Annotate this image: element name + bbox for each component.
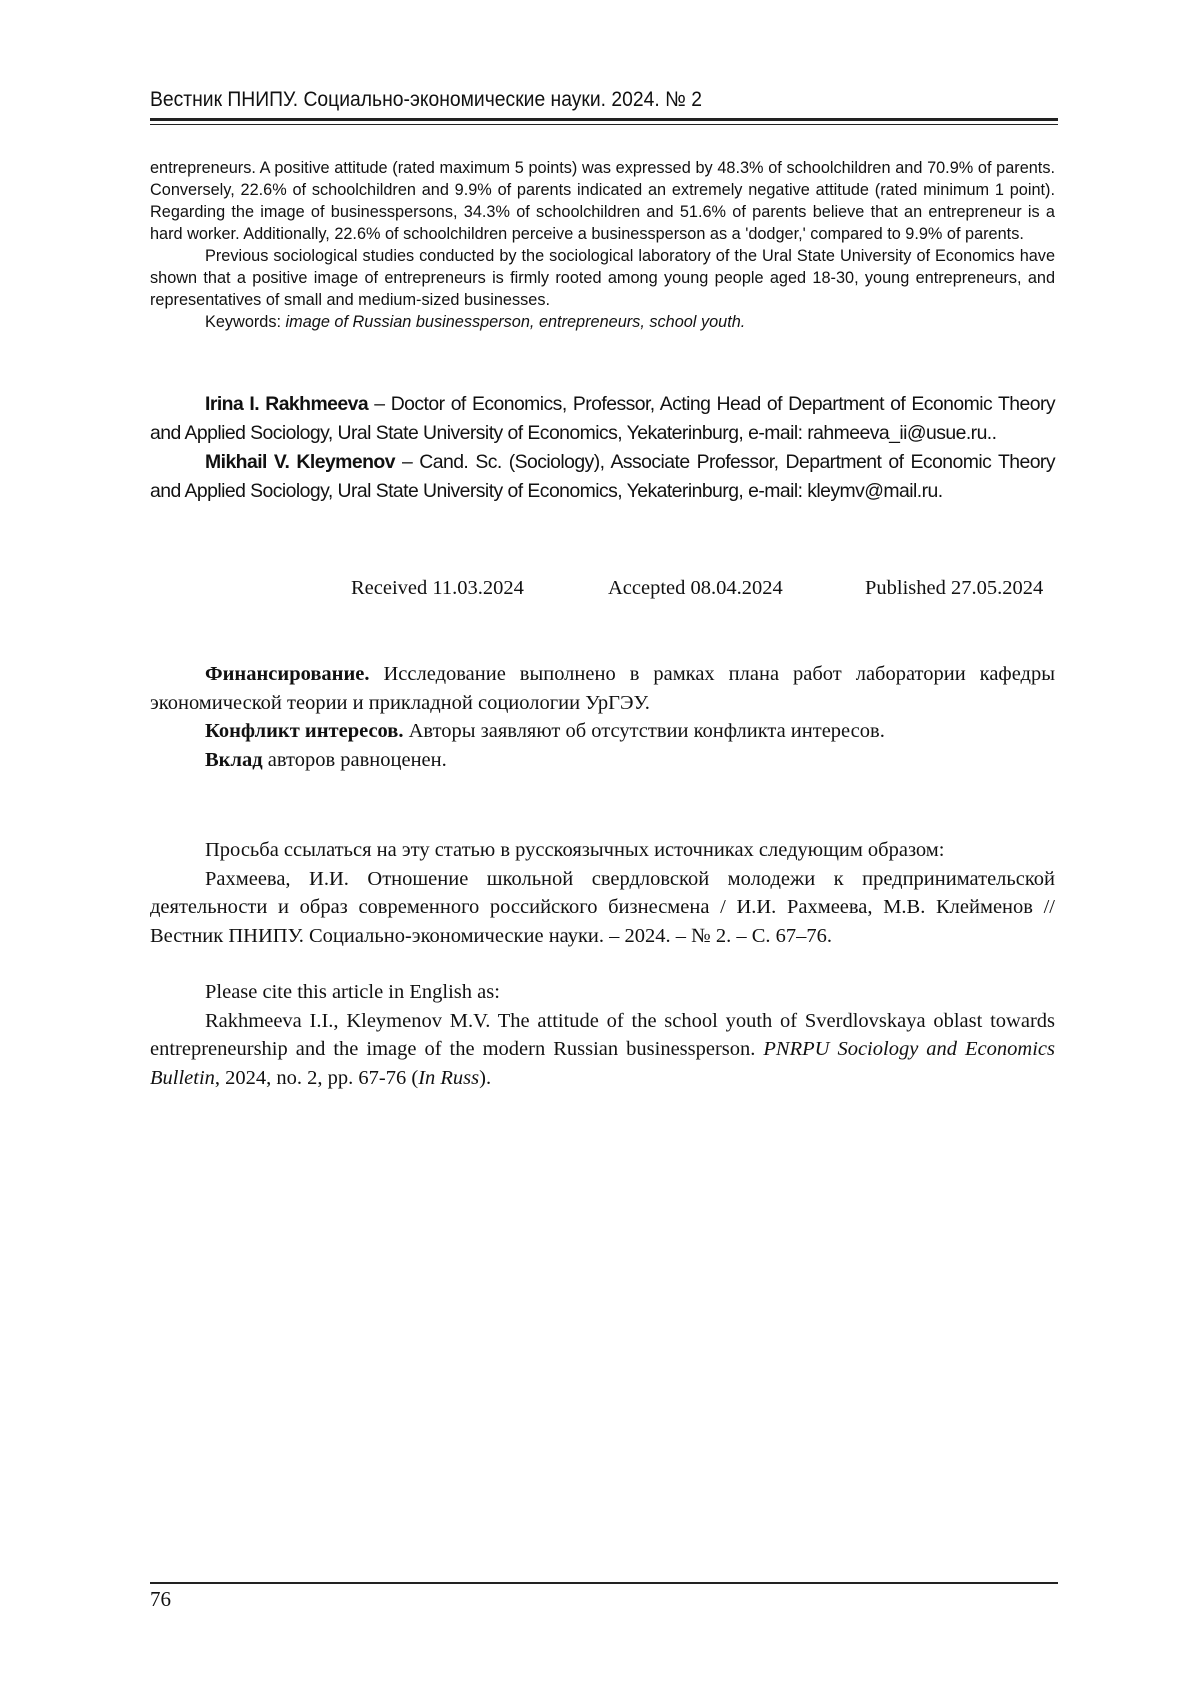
conflict-paragraph [150,717,1055,746]
citation-en-authors-title: Rakhmeeva I.I., Kleymenov M.V. The attitude of the school youth of Sverdlovskaya oblast towards entrepreneurship and the image of the modern Russian businessperson. [150,1010,1055,1061]
citation-en-text [150,1007,1055,1093]
page-number: 76 [150,1587,171,1612]
abstract-paragraph-2: Previous sociological studies conducted by the sociological laboratory of the Ural State University of Economics have shown that a positive image of entrepreneurs is firmly rooted among young people aged 18-30, young entrepreneurs, and representatives of small and medium-sized businesses. [150,245,1055,311]
funding-section [150,660,1055,774]
author-name: Irina I. Rakhmeeva [205,393,368,415]
author-name: Mikhail V. Kleymenov [205,451,395,473]
citation-en-language: In Russ [418,1067,479,1089]
published-date: Published 27.05.2024 [865,577,1043,600]
received-date: Received 11.03.2024 [351,577,524,600]
citation-en-issue: , 2024, no. 2, pp. 67-76 ( [215,1067,418,1089]
authors-section [150,390,1055,506]
header-rule-thick [150,118,1058,121]
conflict-label: Конфликт интересов. [205,720,403,742]
citation-en-intro: Please cite this article in English as: [150,978,1055,1007]
citation-ru-section [150,836,1055,950]
citation-en-end: ). [479,1067,491,1089]
contribution-label: Вклад [205,749,263,771]
footer-rule [150,1582,1058,1584]
keywords-label: Keywords: [205,313,286,331]
funding-label: Финансирование. [205,663,370,685]
keywords-text: image of Russian businessperson, entrepreneurs, school youth. [286,313,746,331]
contribution-paragraph [150,746,1055,775]
running-title: Вестник ПНИПУ. Социально-экономические науки. 2024. № 2 [150,88,985,112]
funding-text: Исследование выполнено в рамках плана работ лаборатории кафедры экономической теории и прикладной социологии УрГЭУ. [150,663,1055,714]
author-entry [150,448,1055,506]
header-rule-thin [150,124,1058,125]
citation-ru-text: Рахмеева, И.И. Отношение школьной свердловской молодежи к предпринимательской деятельности и образ современного российского бизнесмена / И.И. Рахмеева, М.В. Клейменов // Вестник ПНИПУ. Социально-экономические науки. – 2024. – № 2. – С. 67–76. [150,865,1055,951]
citation-en-journal: PNRPU Sociology and Economics Bulletin [150,1038,1055,1089]
author-details: – Cand. Sc. (Sociology), Associate Professor, Department of Economic Theory and Applied Sociology, Ural State University of Economics, Yekaterinburg, e-mail: kleymv@mail.ru. [150,451,1055,502]
abstract-section [150,157,1055,333]
author-entry [150,390,1055,448]
accepted-date: Accepted 08.04.2024 [608,577,783,600]
conflict-text: Авторы заявляют об отсутствии конфликта интересов. [403,720,884,742]
author-details: – Doctor of Economics, Professor, Acting Head of Department of Economic Theory and Applied Sociology, Ural State University of Economics, Yekaterinburg, e-mail: rahmeeva_ii@usue.ru.. [150,393,1055,444]
citation-en-section [150,978,1055,1092]
funding-paragraph [150,660,1055,717]
keywords-line [150,311,1055,333]
contribution-text: авторов равноценен. [263,749,447,771]
abstract-paragraph-1: entrepreneurs. A positive attitude (rated maximum 5 points) was expressed by 48.3% of schoolchildren and 70.9% of parents. Conversely, 22.6% of schoolchildren and 9.9% of parents indicated an extremely negative attitude (rated minimum 1 point). Regarding the image of businesspersons, 34.3% of schoolchildren and 51.6% of parents believe that an entrepreneur is a hard worker. Additionally, 22.6% of schoolchildren perceive a businessperson as a 'dodger,' compared to 9.9% of parents. [150,157,1055,245]
citation-ru-intro: Просьба ссылаться на эту статью в русскоязычных источниках следующим образом: [150,836,1055,865]
